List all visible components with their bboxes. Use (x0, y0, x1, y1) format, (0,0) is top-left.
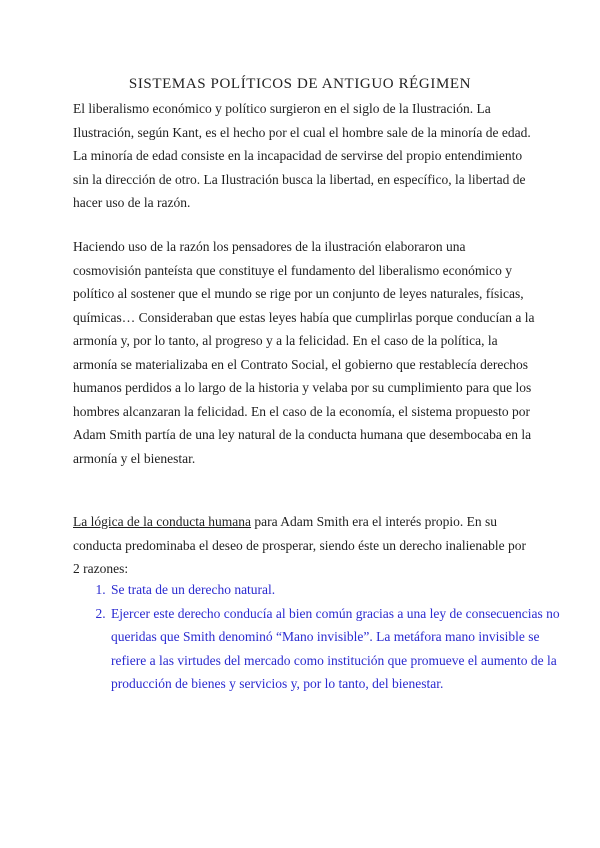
reasons-list (73, 578, 565, 696)
logic-heading-underlined: La lógica de la conducta humana (73, 514, 252, 529)
paragraph-cosmovision: Haciendo uso de la razón los pensadores de la ilustración elaboraron una cosmovisión panteísta que constituye el fundamento del liberalismo económico y político al sostener que el mundo se rige por un conjunto de leyes naturales, físicas, químicas… Consideraban que estas leyes había que cumplirlas porque conducían a la armonía y, por lo tanto, al progreso y a la felicidad. En el caso de la política, la armonía se materializaba en el Contrato Social, el gobierno que restablecía derechos humanos perdidos a lo largo de la historia y velaba por su cumplimiento para que los hombres alcanzaran la felicidad. En el caso de la economía, el sistema propuesto por Adam Smith partía de una ley natural de la conducta humana que desembocaba en la armonía y el bienestar. (73, 239, 535, 466)
paragraph-logica (73, 510, 535, 581)
paragraph-ilustracion: El liberalismo económico y político surgieron en el siglo de la Ilustración. La Ilustración, según Kant, es el hecho por el cual el hombre sale de la minoría de edad. La minoría de edad consiste en la incapacidad de servirse del propio entendimiento sin la dirección de otro. La Ilustración busca la libertad, en específico, la libertad de hacer uso de la razón. (73, 101, 531, 210)
logic-text: para Adam Smith era el interés propio. En su conducta predominaba el deseo de prosperar, siendo éste un derecho inalienable por 2 razones: (73, 514, 527, 576)
document-title: SISTEMAS POLÍTICOS DE ANTIGUO RÉGIMEN (128, 76, 472, 92)
list-item: 2. Ejercer este derecho conducía al bien común gracias a una ley de consecuencias no queridas que Smith denominó “Mano invisible”. La metáfora mano invisible se refiere a las virtudes del mercado como institución que promueve el aumento de la producción de bienes y servicios y, por lo tanto, del bienestar. (109, 602, 565, 696)
list-item: 1. Se trata de un derecho natural. (109, 578, 565, 602)
